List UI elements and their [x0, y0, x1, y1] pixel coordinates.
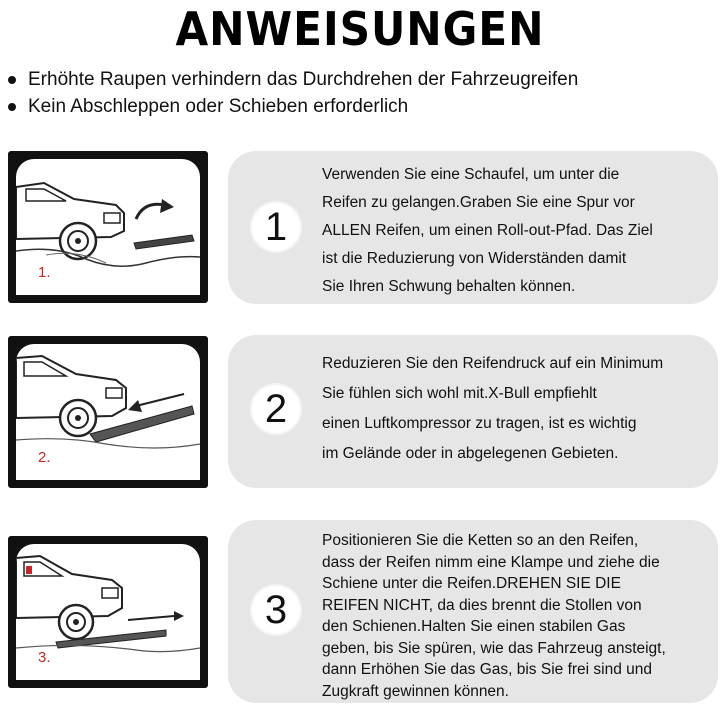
step-1-illustration [8, 151, 208, 303]
page-title: ANWEISUNGEN [175, 2, 545, 56]
step-2-number-badge: 2 [252, 385, 300, 433]
step-2-image-label: 2. [38, 449, 51, 466]
step-1-line: ist die Reduzierung von Widerständen damit [322, 250, 627, 267]
step-1-line: Verwenden Sie eine Schaufel, um unter die [322, 166, 620, 183]
feature-item [6, 93, 716, 120]
step-1-line: Sie Ihren Schwung behalten können. [322, 278, 576, 295]
step-1-image-label: 1. [38, 264, 51, 281]
step-3-text [322, 530, 712, 702]
step-2-card [228, 335, 718, 488]
step-1-line: ALLEN Reifen, um einen Roll-out-Pfad. Das Ziel [322, 222, 653, 239]
feature-text: Erhöhte Raupen verhindern das Durchdrehen der Fahrzeugreifen [28, 69, 579, 90]
step-3-line: dass der Reifen nimm eine Klampe und ziehe die [322, 553, 660, 571]
step-3-line: REIFEN NICHT, da dies brennt die Stollen von [322, 596, 642, 614]
step-3-image-label: 3. [38, 649, 51, 666]
step-1-text [322, 161, 712, 301]
step-3-card [228, 520, 718, 703]
step-2-illustration [8, 336, 208, 488]
step-3-line: dann Erhöhen Sie das Gas, bis Sie frei sind und [322, 661, 653, 678]
step-3-line: geben, bis Sie spüren, wie das Fahrzeug ansteigt, [322, 639, 666, 657]
step-3-line: Zugkraft gewinnen können. [322, 682, 509, 700]
feature-text: Kein Abschleppen oder Schieben erforderlich [28, 96, 409, 117]
step-3-illustration [8, 536, 208, 688]
step-3-line: Schiene unter die Reifen.DREHEN SIE DIE [322, 575, 621, 592]
step-1-card [228, 151, 718, 304]
step-1-line: Reifen zu gelangen.Graben Sie eine Spur vor [322, 194, 635, 211]
bullet-dot-icon [8, 76, 16, 84]
step-2-line: im Gelände oder in abgelegenen Gebieten. [322, 445, 619, 462]
step-2-line: Sie fühlen sich wohl mit.X-Bull empfiehlt [322, 385, 597, 402]
feature-list [6, 66, 716, 120]
step-3-line: den Schienen.Halten Sie einen stabilen Gas [322, 618, 626, 635]
step-2-line: Reduzieren Sie den Reifendruck auf ein Minimum [322, 355, 664, 372]
step-3-number-badge: 3 [252, 586, 300, 634]
step-3-line: Positionieren Sie die Ketten so an den Reifen, [322, 532, 639, 549]
step-2-text [322, 349, 712, 469]
step-2-line: einen Luftkompressor zu tragen, ist es wichtig [322, 415, 637, 432]
step-1-number-badge: 1 [252, 203, 300, 251]
bullet-dot-icon [8, 103, 16, 111]
feature-item [6, 66, 716, 93]
